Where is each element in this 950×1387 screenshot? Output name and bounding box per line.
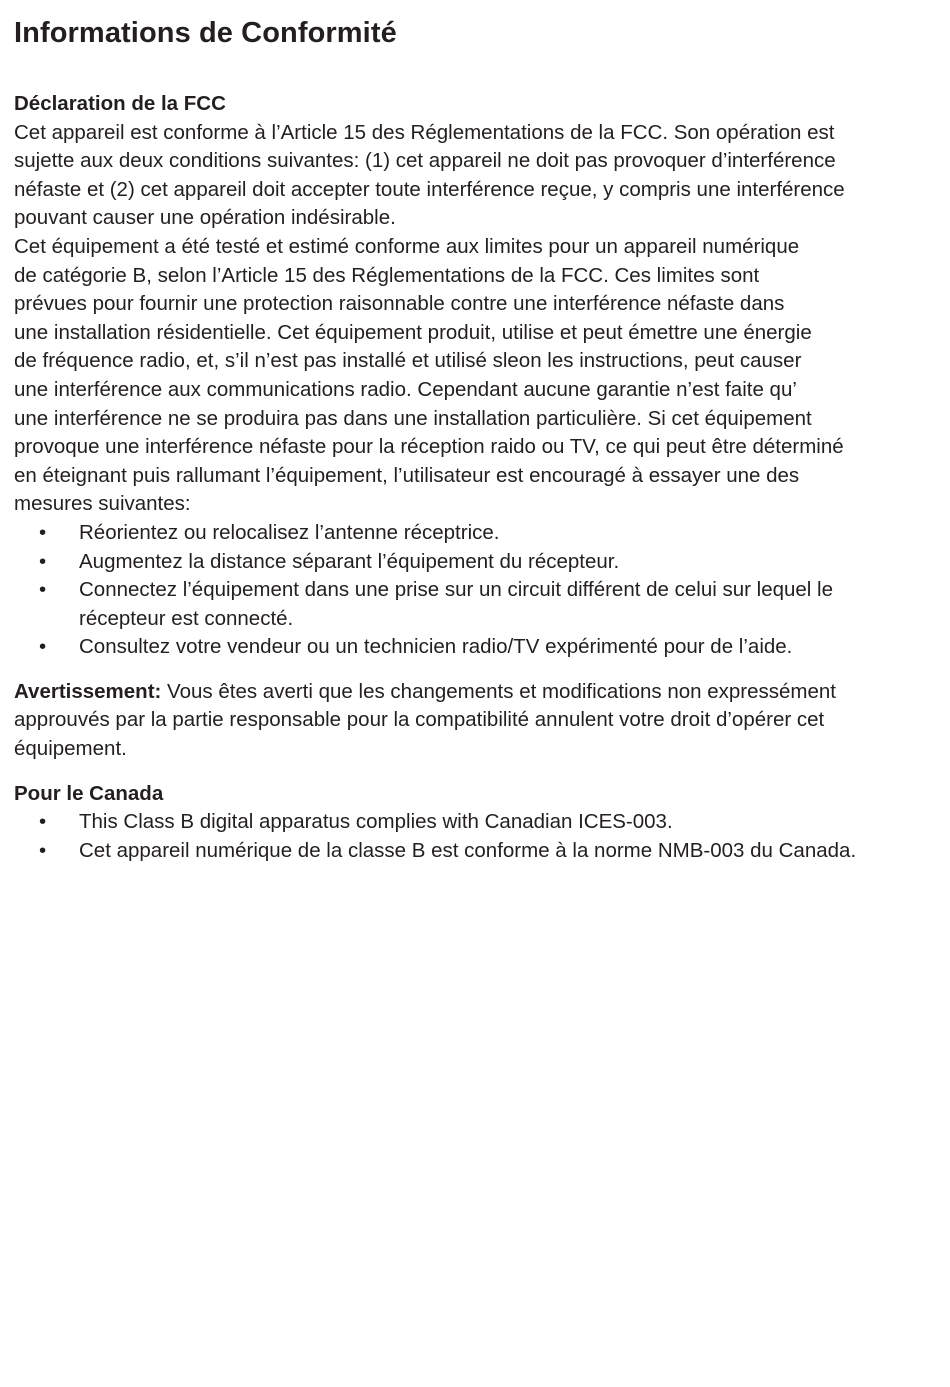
page-title: Informations de Conformité — [14, 17, 397, 49]
canada-heading: Pour le Canada — [14, 781, 164, 805]
bullet-icon: • — [39, 549, 47, 573]
paragraph-line: Cet équipement a été testé et estimé conforme aux limites pour un appareil numérique — [14, 234, 800, 258]
list-item — [14, 633, 938, 662]
paragraph-line: de fréquence radio, et, s’il n’est pas installé et utilisé sleon les instructions, peut causer — [14, 349, 802, 373]
paragraph-line: sujette aux deux conditions suivantes: (1) cet appareil ne doit pas provoquer d’interférence — [14, 149, 836, 173]
paragraph-line: en éteignant puis rallumant l’équipement, l’utilisateur est encouragé à essayer une des — [14, 463, 800, 487]
list-item-text: Augmentez la distance séparant l’équipement du récepteur. — [79, 549, 620, 573]
paragraph-line: une installation résidentielle. Cet équipement produit, utilise et peut émettre une énergie — [14, 320, 812, 344]
fcc-measures-list — [14, 519, 938, 662]
bullet-icon: • — [39, 810, 47, 834]
warning-paragraph — [14, 678, 938, 764]
paragraph-line: pouvant causer une opération indésirable. — [14, 206, 396, 230]
list-item-text: This Class B digital apparatus complies with Canadian ICES-003. — [79, 810, 673, 834]
paragraph-line: approuvés par la partie responsable pour la compatibilité annulent votre droit d’opérer cet — [14, 708, 825, 732]
list-item — [14, 837, 938, 866]
bullet-icon: • — [39, 578, 47, 602]
list-item-text: Réorientez ou relocalisez l’antenne réceptrice. — [79, 520, 500, 544]
paragraph-line: équipement. — [14, 737, 127, 761]
paragraph-line: provoque une interférence néfaste pour la réception raido ou TV, ce qui peut être déterminé — [14, 435, 844, 459]
paragraph-line: une interférence ne se produira pas dans une installation particulière. Si cet équipement — [14, 406, 812, 430]
list-item-text: récepteur est connecté. — [79, 606, 294, 630]
paragraph-line: de catégorie B, selon l’Article 15 des Réglementations de la FCC. Ces limites sont — [14, 263, 760, 287]
bullet-icon: • — [39, 635, 47, 659]
list-item — [14, 519, 938, 548]
fcc-paragraph-1 — [14, 119, 938, 233]
list-item — [14, 576, 938, 633]
paragraph-line: néfaste et (2) cet appareil doit accepter toute interférence reçue, y compris une interférence — [14, 177, 845, 201]
fcc-paragraph-2 — [14, 233, 938, 519]
list-item-text: Cet appareil numérique de la classe B est conforme à la norme NMB-003 du Canada. — [79, 838, 857, 862]
canada-list — [14, 808, 938, 865]
paragraph-line: prévues pour fournir une protection raisonnable contre une interférence néfaste dans — [14, 292, 785, 316]
bullet-icon: • — [39, 520, 47, 544]
paragraph-line — [14, 678, 938, 707]
paragraph-line: Cet appareil est conforme à l’Article 15 des Réglementations de la FCC. Son opération est — [14, 120, 835, 144]
warning-text: Vous êtes averti que les changements et modifications non expressément — [161, 679, 836, 703]
paragraph-line: mesures suivantes: — [14, 492, 191, 516]
fcc-heading: Déclaration de la FCC — [14, 92, 226, 115]
warning-label: Avertissement: — [14, 679, 162, 703]
bullet-icon: • — [39, 838, 47, 862]
list-item — [14, 548, 938, 577]
list-item-text: Connectez l’équipement dans une prise sur un circuit différent de celui sur lequel le — [79, 578, 834, 602]
paragraph-line: une interférence aux communications radio. Cependant aucune garantie n’est faite qu’ — [14, 377, 797, 401]
list-item-text: Consultez votre vendeur ou un technicien radio/TV expérimenté pour de l’aide. — [79, 635, 793, 659]
list-item — [14, 808, 938, 837]
